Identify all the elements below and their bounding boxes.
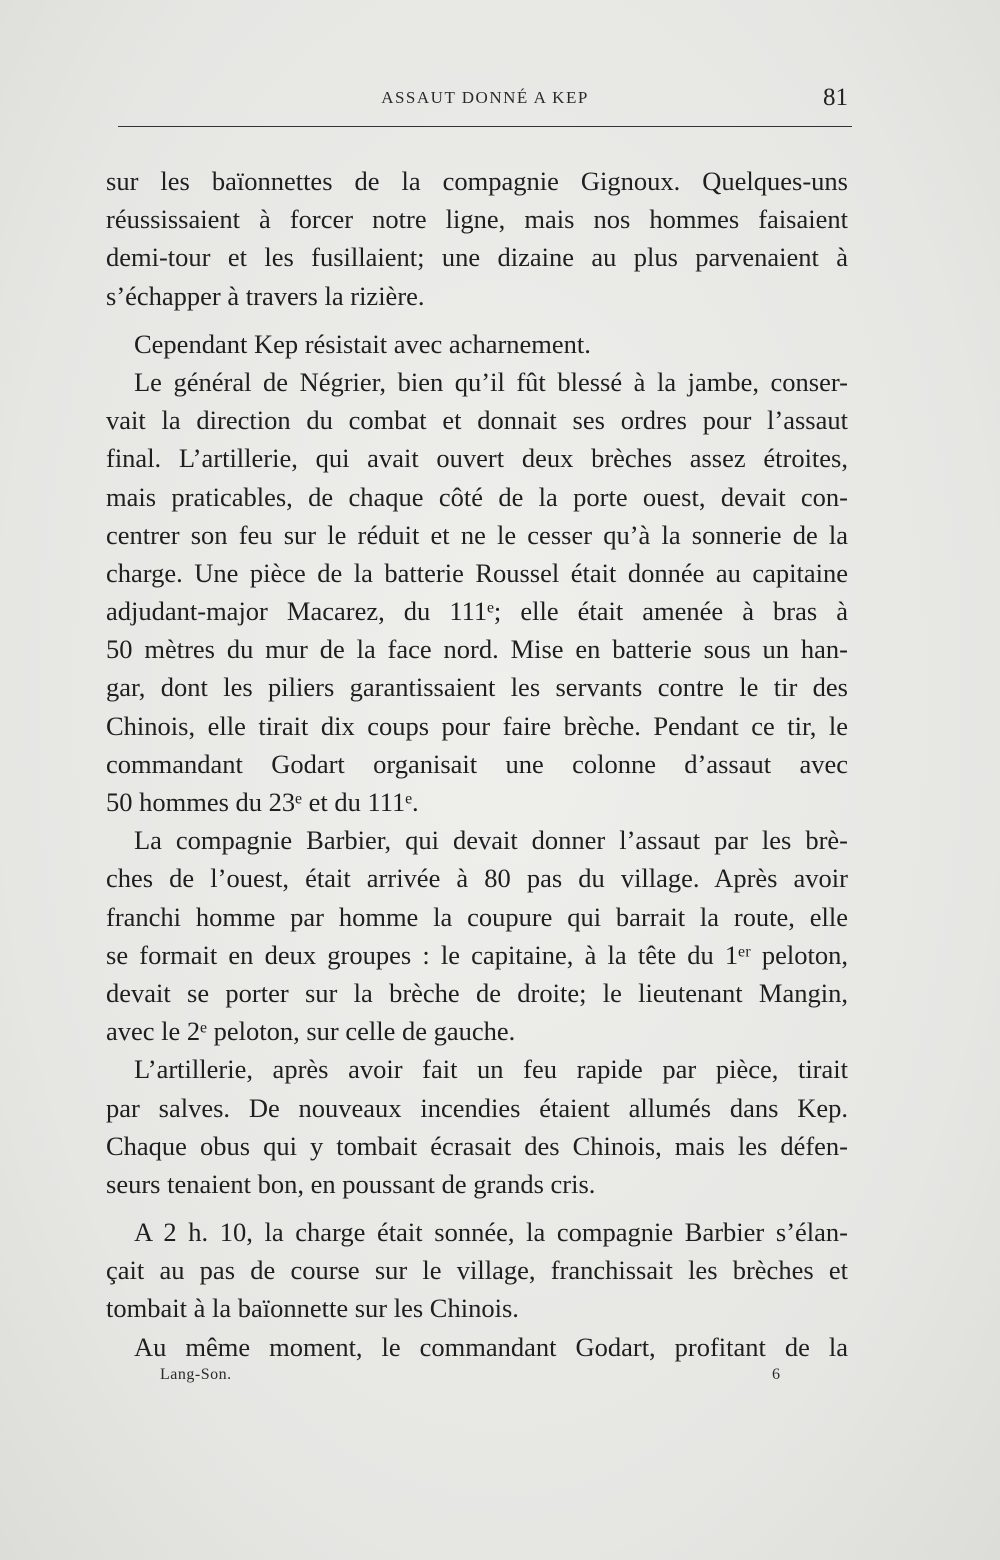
text-line: s’échapper à travers la rizière. (106, 280, 425, 311)
text-line: demi-tour et les fusillaient; une dizaine au plus parvenaient à (106, 242, 848, 273)
paragraph (106, 325, 848, 363)
text-line: Chaque obus qui y tombait écrasait des Chinois, mais les défen- (106, 1130, 848, 1161)
text-line: mais praticables, de chaque côté de la porte ouest, devait con- (106, 481, 848, 512)
text-line: Cependant Kep résistait avec acharnement. (134, 328, 591, 359)
text-line: La compagnie Barbier, qui devait donner l’assaut par les brè- (134, 825, 848, 856)
text-line: seurs tenaient bon, en poussant de grands cris. (106, 1168, 596, 1199)
text-line: franchi homme par homme la coupure qui barrait la route, elle (106, 901, 848, 932)
text-line: 50 hommes du 23ᵉ et du 111ᵉ. (106, 787, 419, 817)
text-line: se formait en deux groupes : le capitaine, à la tête du 1ᵉʳ peloton, (106, 939, 848, 970)
body-text (106, 162, 848, 1366)
page-number: 81 (823, 84, 848, 111)
text-line: final. L’artillerie, qui avait ouvert deux brèches assez étroites, (106, 443, 848, 474)
text-line: réussissaient à forcer notre ligne, mais nos hommes faisaient (106, 204, 848, 235)
header-rule (118, 126, 852, 127)
text-line: Chinois, elle tirait dix coups pour faire brèche. Pendant ce tir, le (106, 710, 848, 741)
text-line: 50 mètres du mur de la face nord. Mise en batterie sous un han- (106, 634, 848, 665)
paragraph (106, 1328, 848, 1366)
paragraph (106, 821, 848, 1050)
signature-title: Lang-Son. (160, 1366, 232, 1383)
text-line: Le général de Négrier, bien qu’il fût blessé à la jambe, conser- (134, 366, 848, 397)
paragraph (106, 1213, 848, 1328)
text-line: avec le 2ᵉ peloton, sur celle de gauche. (106, 1016, 516, 1047)
text-line: ches de l’ouest, était arrivée à 80 pas du village. Après avoir (106, 863, 848, 894)
text-line: L’artillerie, après avoir fait un feu rapide par pièce, tirait (134, 1054, 848, 1085)
text-line: commandant Godart organisait une colonne d’assaut avec (106, 748, 848, 779)
text-line: charge. Une pièce de la batterie Roussel était donnée au capitaine (106, 557, 848, 588)
text-line: tombait à la baïonnette sur les Chinois. (106, 1293, 519, 1324)
text-line: çait au pas de course sur le village, franchissait les brèches et (106, 1255, 848, 1286)
text-line: sur les baïonnettes de la compagnie Gignoux. Quelques-uns (106, 166, 848, 196)
text-line: vait la direction du combat et donnait ses ordres pour l’assaut (106, 405, 848, 436)
paragraph (106, 162, 848, 315)
paragraph (106, 1050, 848, 1203)
page-header (118, 84, 852, 120)
text-line: A 2 h. 10, la charge était sonnée, la compagnie Barbier s’élan- (134, 1217, 848, 1248)
running-title: ASSAUT DONNÉ A KEP (381, 88, 589, 107)
text-line: devait se porter sur la brèche de droite; le lieutenant Mangin, (106, 977, 848, 1008)
paragraph (106, 363, 848, 821)
text-line: centrer son feu sur le réduit et ne le cesser qu’à la sonnerie de la (106, 519, 848, 550)
text-line: Au même moment, le commandant Godart, profitant de la (134, 1331, 848, 1362)
signature-number: 6 (772, 1366, 780, 1383)
text-line: par salves. De nouveaux incendies étaient allumés dans Kep. (106, 1092, 848, 1123)
text-line: gar, dont les piliers garantissaient les servants contre le tir des (106, 672, 848, 703)
text-line: adjudant-major Macarez, du 111ᵉ; elle était amenée à bras à (106, 596, 848, 627)
